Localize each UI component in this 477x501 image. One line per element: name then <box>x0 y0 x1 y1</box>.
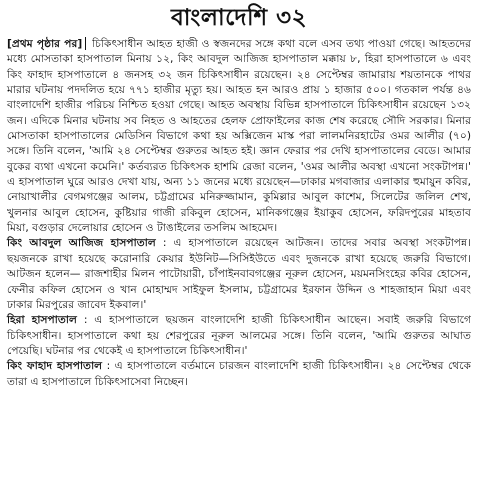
section-text: : এ হাসপাতালে রয়েছেন আটজন। তাদের সবার অবস্থা সংকটাপন্ন। ছয়জনকে রাখা হয়েছে করোনারি কেয়ার ইউনিট—সিসিইউতে এবং দুজনকে রাখা হয়েছে জরুরি বিভাগে। আটজন হলেন— রাজশাহীর মিলন পাটোয়ারী, চাঁপাইনবাবগঞ্জের নূরুল হোসেন, ময়মনসিংহের কবির হোসেন, ফেনীর কফিল হোসেন ও খান মোহাম্মদ সাইফুল ইসলাম, চট্টগ্রামের ইরফান উদ্দিন ও শাহজাহান মিয়া এবং ঢাকার মিরপুরের জাবেদ ইকবাল।' <box>7 236 471 311</box>
intro-text: চিকিৎসাধীন আহত হাজী ও স্বজনদের সঙ্গে কথা বলে এসব তথ্য পাওয়া গেছে। আহতদের মধ্যে মোসতাকা হাসপাতাল মিনায় ১২, কিং আবদুল আজিজ হাসপাতাল মক্কায় ৮, হিরা হাসপাতালে ৬ এবং কিং ফাহাদ হাসপাতালে ৪ জনসহ ৩২ জন চিকিৎসাধীন রয়েছেন। ২৪ সেপ্টেম্বর জামারায় শয়তানকে পাথর মারার ঘটনায় পদদলিত হয়ে ৭৭১ হাজীর মৃত্যু হয়। আহত হন আরও প্রায় ১ হাজার ৫০০। গতকাল পর্যন্ত ৪৬ বাংলাদেশি হাজীর পরিচয় নিশ্চিত হওয়া গেছে। আহত অবস্থায় বিভিন্ন হাসপাতালে চিকিৎসাধীন রয়েছেন ১৩২ জন। এদিকে মিনার ঘটনায় সব নিহত ও আহতের হেলফ প্রোফাইলের কাজ শেষ করেছে সৌদি সরকার। মিনার মোসতাকা হাসপাতালের মেডিসিন বিভাগে কথা হয় অক্সিজেন মাস্ক পরা লালমনিরহাটের ওমর আলীর (৭০) সঙ্গে। তিনি বলেন, 'আমি ২৪ সেপ্টেম্বর গুরুতর আহত হই। জ্ঞান ফেরার পর দেখি হাসপাতালের বেডে। আমার বুকের ব্যথা এখনো কমেনি।' কর্তব্যরত চিকিৎসক হাশমি রেজা বলেন, 'ওমর আলীর অবস্থা এখনো সংকটাপন্ন।' এ হাসপাতাল ঘুরে আরও দেখা যায়, অন্য ১১ জনের মধ্যে রয়েছেন—ঢাকার মগবাজার এলাকার হুমায়ুন কবির, নোয়াখালীর বেগমগঞ্জের আলম, চট্টগ্রামের মনিরুজ্জামান, কুমিল্লার আবুল কাশেম, সিলেটের জলিল শেখ, খুলনার আবুল হোসেন, কুষ্টিয়ার গাজী রকিবুল হোসেন, মানিকগঞ্জের ইয়াকুব হোসেন, ফরিদপুরের মাহতাব মিয়া, বগুড়ার দেলোয়ার হোসেন ও টাঙাইলের তসলিম আহমেদ। <box>7 37 472 235</box>
section-label: কিং আবদুল আজিজ হাসপাতাল <box>7 236 156 250</box>
section-text: : এ হাসপাতালে বর্তমানে চারজন বাংলাদেশি হাজী চিকিৎসাধীন। ২৪ সেপ্টেম্বর থেকে তারা এ হাসপাতালে চিকিৎসাসেবা নিচ্ছেন। <box>7 359 472 388</box>
section-hira <box>7 312 471 358</box>
continued-label: [প্রথম পৃষ্ঠার পর] <box>7 37 86 50</box>
article-headline: বাংলাদেশি ৩২ <box>170 5 308 31</box>
section-label: কিং ফাহাদ হাসপাতাল <box>7 359 103 373</box>
section-king-abdul-aziz <box>7 235 471 312</box>
section-king-fahad <box>7 358 471 389</box>
section-label: হিরা হাসপাতাল <box>7 313 77 327</box>
intro-paragraph <box>7 36 471 235</box>
section-text: : এ হাসপাতালে ছয়জন বাংলাদেশি হাজী চিকিৎসাধীন আছেন। সবাই জরুরি বিভাগে চিকিৎসাধীন। হাসপাতালে কথা হয় শেরপুরের নূরুল আলমের সঙ্গে। তিনি বলেন, 'আমি গুরুতর আঘাত পেয়েছি। ঘটনার পর থেকেই এ হাসপাতালে চিকিৎসাধীন।' <box>7 313 471 357</box>
